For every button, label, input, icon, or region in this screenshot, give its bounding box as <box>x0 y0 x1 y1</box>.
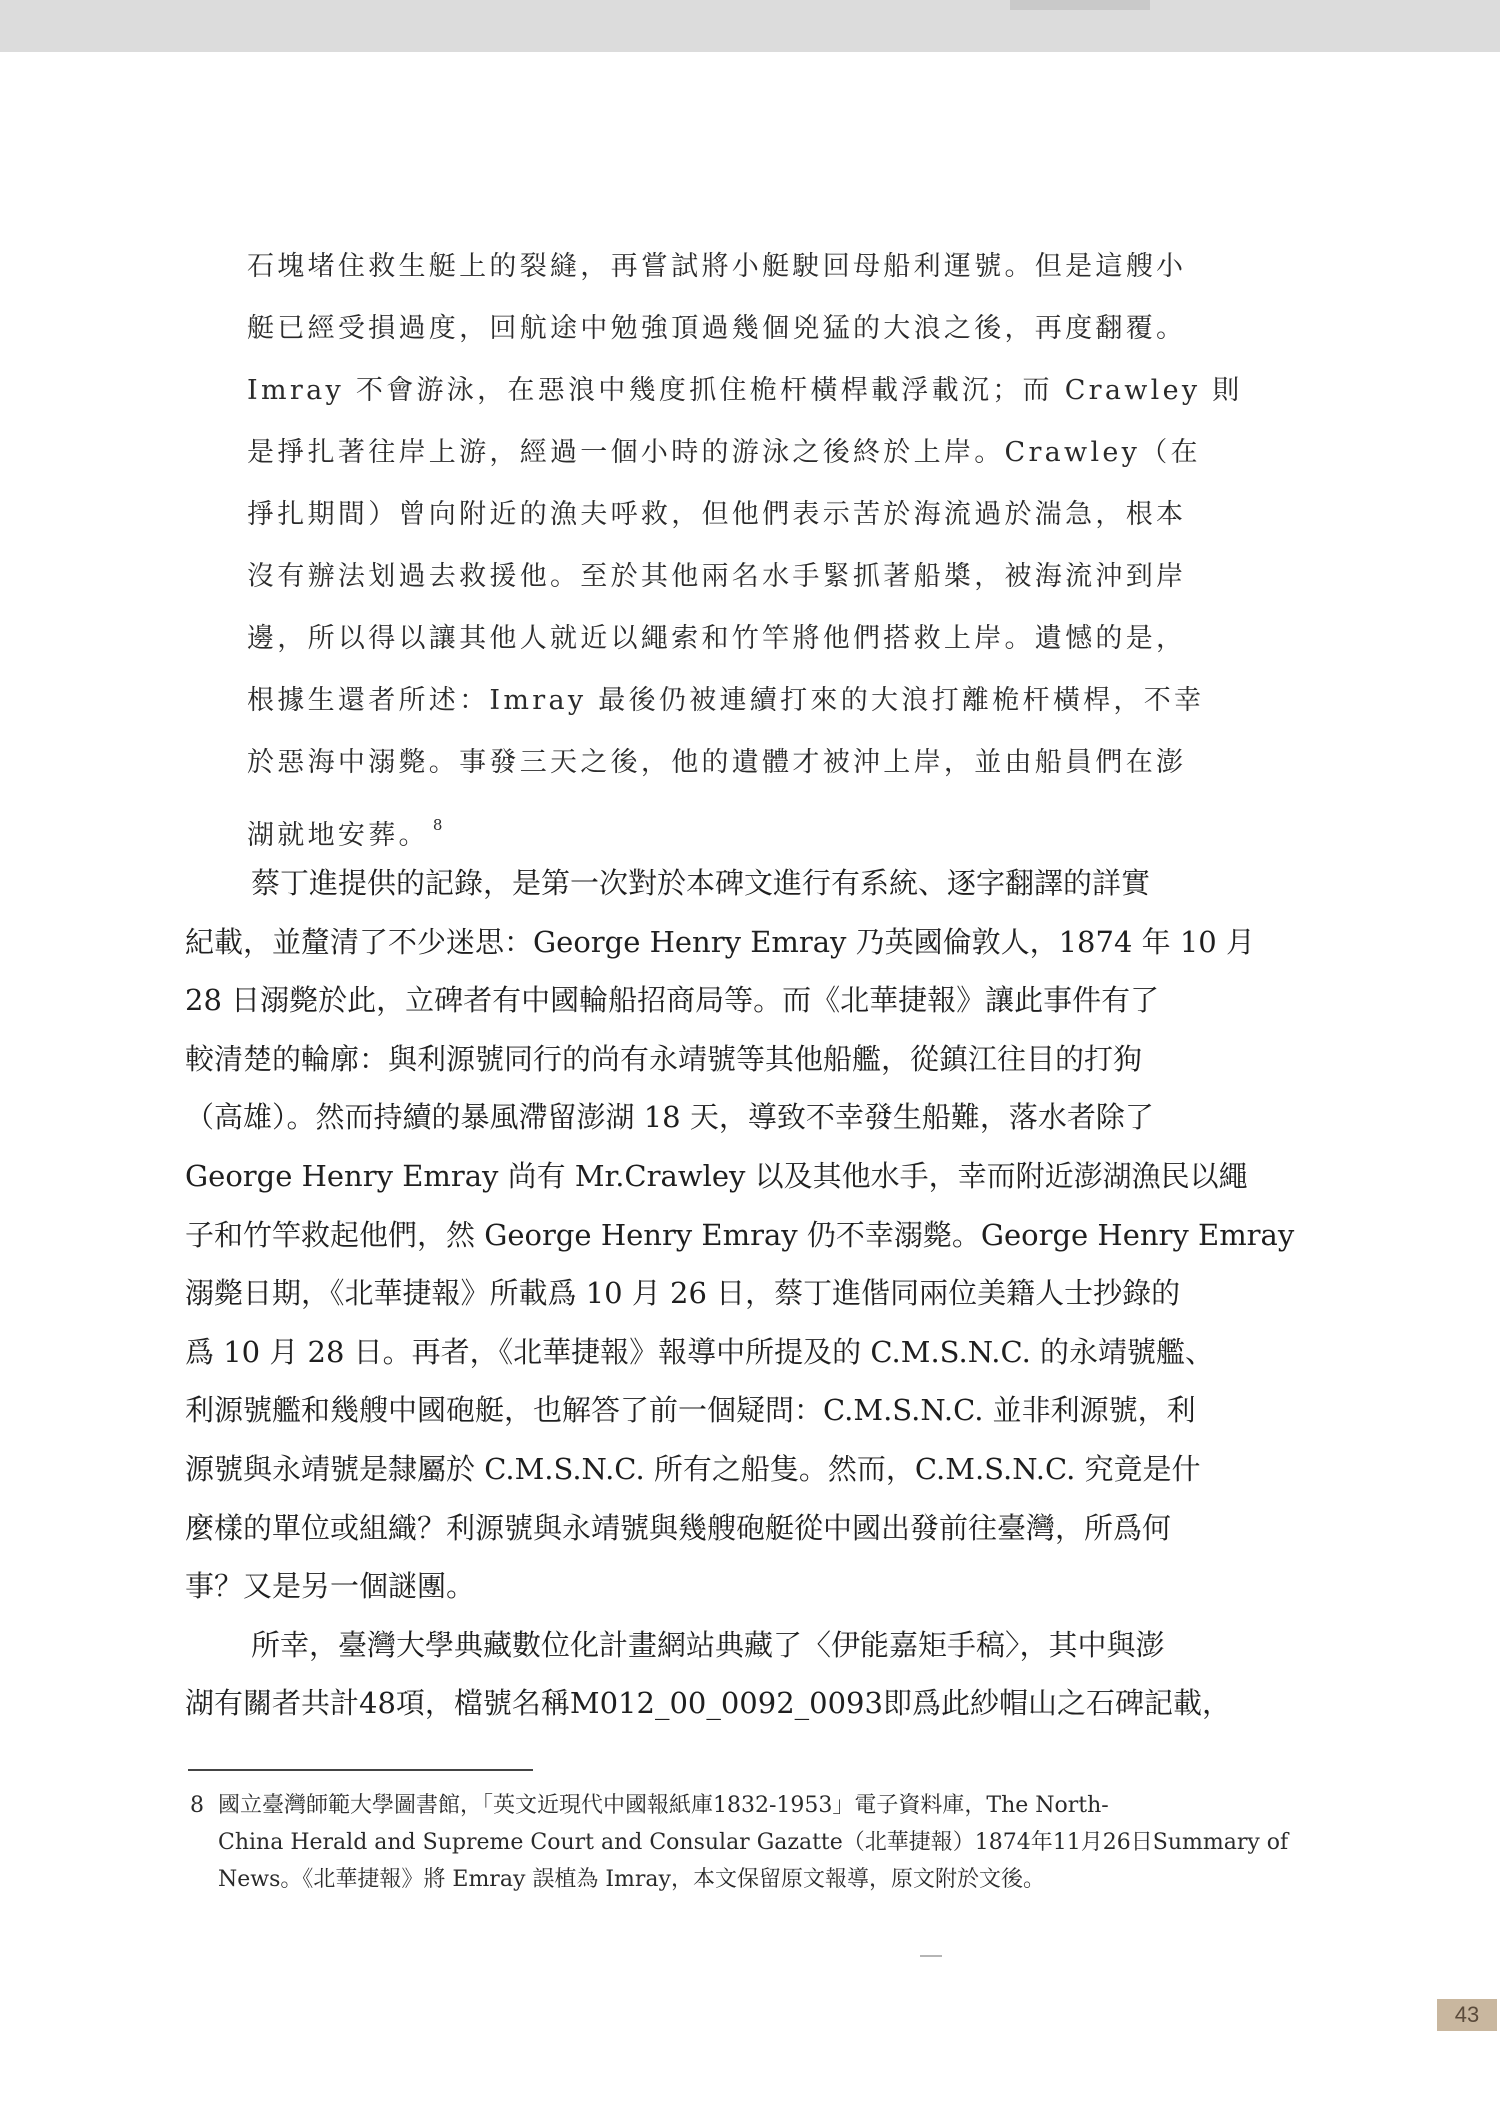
paragraph-line: 紀載，並釐清了不少迷思：George Henry Emray 乃英國倫敦人，1874 年 10 月 <box>185 924 1255 959</box>
scan-top-mark <box>1010 0 1150 10</box>
quote-line: Imray 不會游泳，在惡浪中幾度抓住桅杆橫桿載浮載沉；而 Crawley 則 <box>247 375 1243 406</box>
paragraph-line: 子和竹竿救起他們，然 George Henry Emray 仍不幸溺斃。George Henry Emray <box>185 1217 1295 1252</box>
quote-line: 石塊堵住救生艇上的裂縫，再嘗試將小艇駛回母船利運號。但是這艘小 <box>247 251 1187 282</box>
quote-line: 艇已經受損過度，回航途中勉強頂過幾個兇猛的大浪之後，再度翻覆。 <box>247 313 1187 344</box>
page-number: 43 <box>1437 1999 1497 2031</box>
quote-line: 沒有辦法划過去救援他。至於其他兩名水手緊抓著船槳，被海流沖到岸 <box>247 561 1187 592</box>
scan-speck <box>920 1955 942 1957</box>
paragraph-line: 湖有關者共計48項，檔號名稱M012_00_0092_0093即爲此紗帽山之石碑記載， <box>185 1686 1231 1721</box>
paragraph-line: 所幸，臺灣大學典藏數位化計畫網站典藏了〈伊能嘉矩手稿〉，其中與澎 <box>251 1627 1165 1662</box>
paragraph-line: 爲 10 月 28 日。再者，《北華捷報》報導中所提及的 C.M.S.N.C. 的永靖號艦、 <box>185 1334 1215 1369</box>
quote-line-text: 湖就地安葬。 <box>247 820 429 851</box>
paragraph-line: 事？又是另一個謎團。 <box>185 1569 476 1604</box>
block-quote <box>247 236 1307 856</box>
quote-line: 是掙扎著往岸上游，經過一個小時的游泳之後終於上岸。Crawley（在 <box>247 437 1201 468</box>
footnote <box>190 1787 1310 1898</box>
footnote-line <box>190 1787 1310 1824</box>
paragraph-line: 28 日溺斃於此，立碑者有中國輪船招商局等。而《北華捷報》讓此事件有了 <box>185 983 1160 1018</box>
quote-line: 於惡海中溺斃。事發三天之後，他的遺體才被沖上岸，並由船員們在澎 <box>247 747 1187 778</box>
footnote-line: News。《北華捷報》將 Emray 誤植為 Imray，本文保留原文報導，原文附於文後。 <box>218 1867 1045 1892</box>
footnote-divider <box>188 1769 533 1771</box>
quote-line: 掙扎期間）曾向附近的漁夫呼救，但他們表示苦於海流過於湍急，根本 <box>247 499 1187 530</box>
body-text <box>185 854 1310 1733</box>
footnote-line: China Herald and Supreme Court and Consular Gazatte（北華捷報）1874年11月26日Summary of <box>218 1830 1289 1855</box>
paragraph-line: 溺斃日期，《北華捷報》所載爲 10 月 26 日，蔡丁進偕同兩位美籍人士抄錄的 <box>185 1276 1181 1311</box>
paragraph-line: George Henry Emray 尚有 Mr.Crawley 以及其他水手，幸而附近澎湖漁民以繩 <box>185 1158 1248 1193</box>
paragraph-line: 麼樣的單位或組織？利源號與永靖號與幾艘砲艇從中國出發前往臺灣，所爲何 <box>185 1510 1172 1545</box>
paragraph-line: 源號與永靖號是隸屬於 C.M.S.N.C. 所有之船隻。然而，C.M.S.N.C. 究竟是什 <box>185 1451 1201 1486</box>
footnote-number: 8 <box>190 1793 204 1818</box>
quote-line: 邊，所以得以讓其他人就近以繩索和竹竿將他們搭救上岸。遺憾的是， <box>247 623 1187 654</box>
paragraph-line: 較清楚的輪廓：與利源號同行的尚有永靖號等其他船艦，從鎮江往目的打狗 <box>185 1041 1143 1076</box>
paragraph-line: 蔡丁進提供的記錄，是第一次對於本碑文進行有系統、逐字翻譯的詳實 <box>251 866 1151 900</box>
scan-top-band <box>0 0 1500 52</box>
footnote-reference[interactable]: 8 <box>432 816 446 834</box>
paragraph-line: 利源號艦和幾艘中國砲艇，也解答了前一個疑問：C.M.S.N.C. 並非利源號，利 <box>185 1393 1196 1428</box>
paragraph-line: （高雄）。然而持續的暴風滯留澎湖 18 天，導致不幸發生船難，落水者除了 <box>185 1100 1154 1135</box>
quote-line-last <box>247 794 1307 856</box>
footnote-text: 國立臺灣師範大學圖書館，「英文近現代中國報紙庫1832-1953」電子資料庫，The North- <box>218 1793 1109 1818</box>
quote-line: 根據生還者所述：Imray 最後仍被連續打來的大浪打離桅杆橫桿，不幸 <box>247 685 1205 716</box>
